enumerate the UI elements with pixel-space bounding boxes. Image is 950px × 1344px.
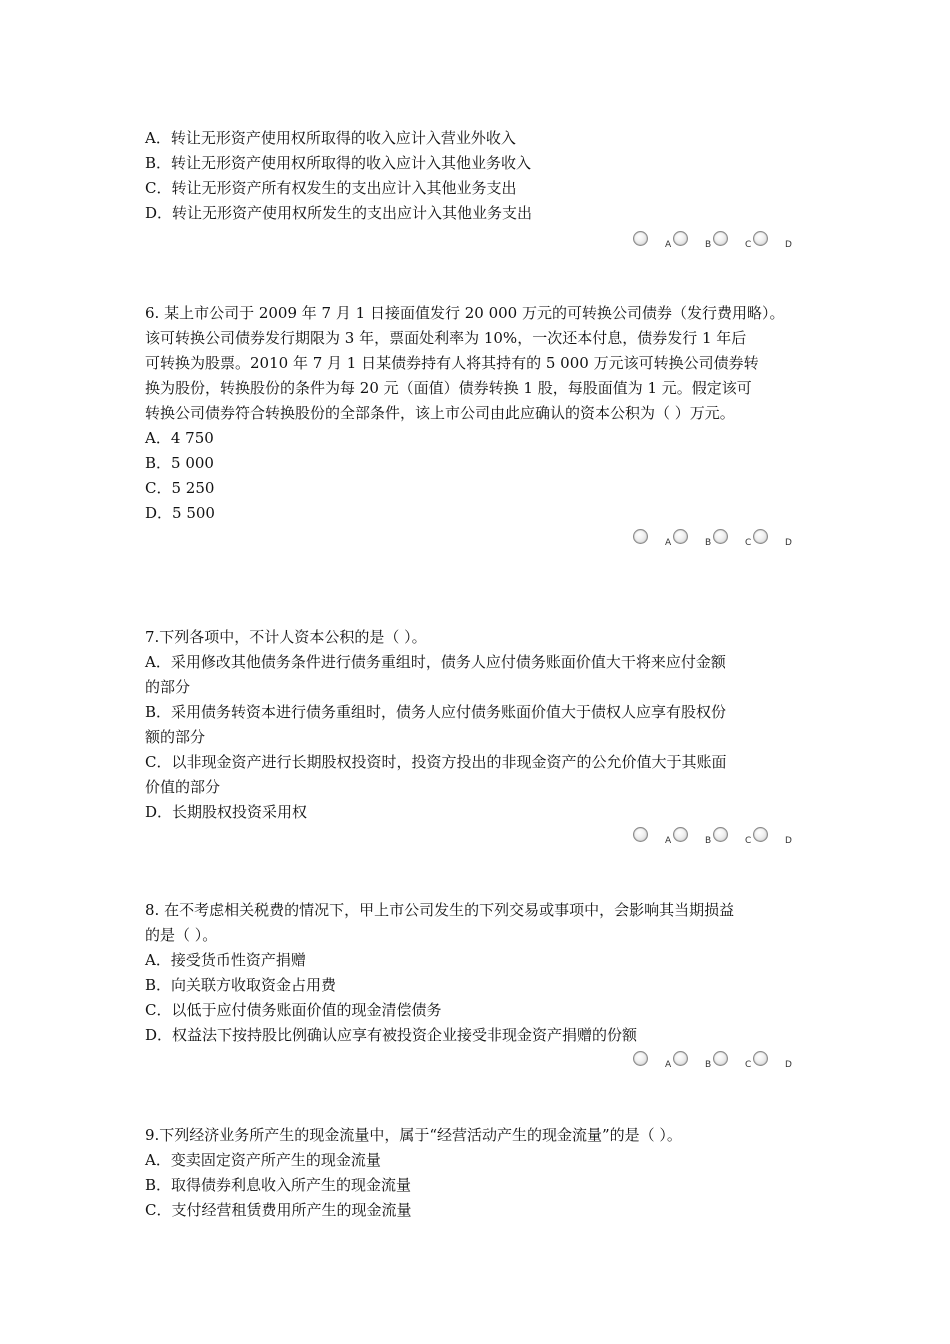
q7-stem: 7.下列各项中，不计人资本公积的是（ ）。 bbox=[145, 628, 427, 646]
q6-answer-radios bbox=[633, 528, 803, 552]
radio-button-icon[interactable] bbox=[633, 231, 648, 246]
q7-option-b-cont: 额的部分 bbox=[145, 728, 206, 746]
radio-button-icon[interactable] bbox=[673, 231, 688, 246]
radio-button-icon[interactable] bbox=[753, 827, 768, 842]
q7-radio-b[interactable] bbox=[673, 826, 713, 850]
q8-option-b: B．向关联方收取资金占用费 bbox=[145, 976, 337, 994]
radio-button-icon[interactable] bbox=[673, 529, 688, 544]
radio-label-d: D bbox=[785, 240, 792, 250]
radio-label-c: C bbox=[745, 1060, 752, 1070]
radio-button-icon[interactable] bbox=[753, 529, 768, 544]
radio-button-icon[interactable] bbox=[633, 1051, 648, 1066]
q6-radio-c[interactable] bbox=[713, 528, 753, 552]
q7-radio-d[interactable] bbox=[753, 826, 793, 850]
q5-option-a: A．转让无形资产使用权所取得的收入应计入营业外收入 bbox=[145, 129, 516, 147]
q6-option-d: D．5 500 bbox=[145, 504, 215, 522]
radio-button-icon[interactable] bbox=[713, 1051, 728, 1066]
q7-option-c: C．以非现金资产进行长期股权投资时，投资方投出的非现金资产的公允价值大于其账面 bbox=[145, 753, 727, 771]
radio-label-a: A bbox=[665, 836, 672, 846]
q8-radio-a[interactable] bbox=[633, 1050, 673, 1074]
radio-label-a: A bbox=[665, 538, 672, 548]
radio-button-icon[interactable] bbox=[673, 1051, 688, 1066]
radio-button-icon[interactable] bbox=[713, 529, 728, 544]
radio-label-b: B bbox=[705, 1060, 712, 1070]
radio-button-icon[interactable] bbox=[713, 827, 728, 842]
q6-option-a: A．4 750 bbox=[145, 429, 214, 447]
q5-answer-radios bbox=[633, 230, 803, 254]
radio-label-c: C bbox=[745, 836, 752, 846]
q8-option-c: C．以低于应付债务账面价值的现金清偿债务 bbox=[145, 1001, 442, 1019]
radio-label-d: D bbox=[785, 836, 792, 846]
radio-label-c: C bbox=[745, 240, 752, 250]
radio-label-a: A bbox=[665, 240, 672, 250]
q6-stem-line-4: 换为股份，转换股份的条件为每 20 元（面值）债券转换 1 股，每股面值为 1 元。假定该可 bbox=[145, 379, 752, 397]
q7-option-a: A．采用修改其他债务条件进行债务重组时，债务人应付债务账面价值大干将来应付金额 bbox=[145, 653, 726, 671]
q6-radio-a[interactable] bbox=[633, 528, 673, 552]
q7-option-c-cont: 价值的部分 bbox=[145, 778, 221, 796]
q6-stem-line-3: 可转换为股票。2010 年 7 月 1 日某债券持有人将其持有的 5 000 万元该可转换公司债券转 bbox=[145, 354, 759, 372]
radio-label-b: B bbox=[705, 836, 712, 846]
q5-radio-b[interactable] bbox=[673, 230, 713, 254]
radio-label-b: B bbox=[705, 538, 712, 548]
radio-button-icon[interactable] bbox=[753, 1051, 768, 1066]
q9-option-a: A．变卖固定资产所产生的现金流量 bbox=[145, 1151, 381, 1169]
q8-radio-c[interactable] bbox=[713, 1050, 753, 1074]
q6-stem-line-1: 6. 某上市公司于 2009 年 7 月 1 日接面值发行 20 000 万元的可转换公司债券（发行费用略）。 bbox=[145, 304, 785, 322]
q5-radio-c[interactable] bbox=[713, 230, 753, 254]
q8-option-a: A．接受货币性资产捐赠 bbox=[145, 951, 306, 969]
q6-stem-line-5: 转换公司债券符合转换股份的全部条件，该上市公司由此应确认的资本公积为（ ）万元。 bbox=[145, 404, 735, 422]
q5-radio-a[interactable] bbox=[633, 230, 673, 254]
radio-label-c: C bbox=[745, 538, 752, 548]
q5-option-d: D．转让无形资产使用权所发生的支出应计入其他业务支出 bbox=[145, 204, 533, 222]
radio-button-icon[interactable] bbox=[753, 231, 768, 246]
q8-option-d: D．权益法下按持股比例确认应享有被投资企业接受非现金资产捐赠的份额 bbox=[145, 1026, 638, 1044]
q6-radio-b[interactable] bbox=[673, 528, 713, 552]
q8-stem-line-2: 的是（ ）。 bbox=[145, 926, 218, 944]
radio-button-icon[interactable] bbox=[673, 827, 688, 842]
q7-option-d: D．长期股权投资采用权 bbox=[145, 803, 308, 821]
q9-option-c: C．支付经营租赁费用所产生的现金流量 bbox=[145, 1201, 412, 1219]
q9-option-b: B．取得债券利息收入所产生的现金流量 bbox=[145, 1176, 412, 1194]
q5-radio-d[interactable] bbox=[753, 230, 793, 254]
q6-radio-d[interactable] bbox=[753, 528, 793, 552]
q7-option-a-cont: 的部分 bbox=[145, 678, 191, 696]
radio-label-d: D bbox=[785, 538, 792, 548]
q7-radio-a[interactable] bbox=[633, 826, 673, 850]
radio-button-icon[interactable] bbox=[633, 529, 648, 544]
q5-option-b: B．转让无形资产使用权所取得的收入应计入其他业务收入 bbox=[145, 154, 532, 172]
q8-radio-b[interactable] bbox=[673, 1050, 713, 1074]
radio-label-a: A bbox=[665, 1060, 672, 1070]
q6-option-b: B．5 000 bbox=[145, 454, 214, 472]
radio-label-d: D bbox=[785, 1060, 792, 1070]
q8-answer-radios bbox=[633, 1050, 803, 1074]
radio-button-icon[interactable] bbox=[713, 231, 728, 246]
q7-answer-radios bbox=[633, 826, 803, 850]
q8-stem-line-1: 8. 在不考虑相关税费的情况下，甲上市公司发生的下列交易或事项中，会影响其当期损益 bbox=[145, 901, 735, 919]
q7-radio-c[interactable] bbox=[713, 826, 753, 850]
q5-option-c: C．转让无形资产所有权发生的支出应计入其他业务支出 bbox=[145, 179, 517, 197]
q9-stem: 9.下列经济业务所产生的现金流量中，属于“经营活动产生的现金流量”的是（ ）。 bbox=[145, 1126, 682, 1144]
q6-option-c: C．5 250 bbox=[145, 479, 215, 497]
q7-option-b: B．采用债务转资本进行债务重组时，债务人应付债务账面价值大于债权人应享有股权份 bbox=[145, 703, 727, 721]
q8-radio-d[interactable] bbox=[753, 1050, 793, 1074]
q6-stem-line-2: 该可转换公司债券发行期限为 3 年，票面处利率为 10%，一次还本付息，债券发行 1 年后 bbox=[145, 329, 747, 347]
radio-label-b: B bbox=[705, 240, 712, 250]
radio-button-icon[interactable] bbox=[633, 827, 648, 842]
